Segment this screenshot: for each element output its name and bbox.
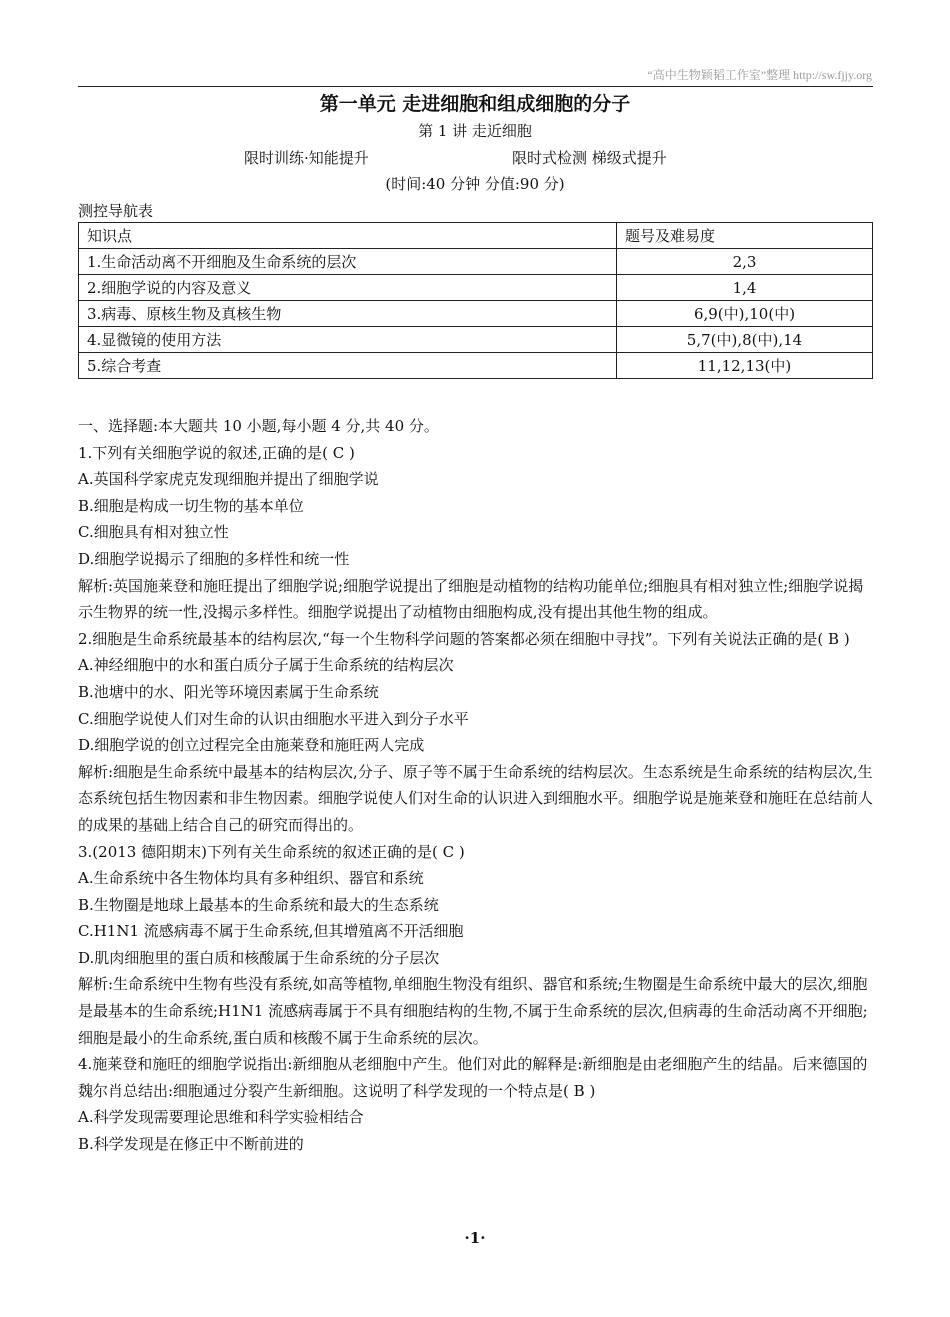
header-rule	[78, 86, 873, 87]
question-section	[78, 413, 878, 1158]
knowledge-point-cell: 2.细胞学说的内容及意义	[79, 275, 617, 301]
table-row	[79, 353, 873, 379]
header-question-difficulty: 题号及难易度	[617, 223, 873, 249]
question-numbers-cell: 6,9(中),10(中)	[617, 301, 873, 327]
assessment-label: 限时式检测 梯级式提升	[512, 149, 667, 167]
question-stem: 1.下列有关细胞学说的叙述,正确的是( C )	[78, 443, 355, 462]
lesson-subtitle: 第 1 讲 走近细胞	[418, 122, 532, 140]
table-row	[79, 327, 873, 353]
question-stem: 4.施莱登和施旺的细胞学说指出:新细胞从老细胞中产生。他们对此的解释是:新细胞是由老细胞产生的结晶。后来德国的魏尔肖总结出:细胞通过分裂产生新细胞。这说明了科学发现的一个特点是( B )	[78, 1055, 868, 1100]
knowledge-point-cell: 5.综合考查	[79, 353, 617, 379]
source-note: “高中生物颖韬工作室”整理 http://sw.fjjy.org	[647, 68, 872, 82]
option-c: C.H1N1 流感病毒不属于生命系统,但其增殖离不开活细胞	[78, 922, 464, 941]
analysis: 解析:英国施莱登和施旺提出了细胞学说;细胞学说提出了细胞是动植物的结构功能单位;细胞具有相对独立性;细胞学说揭示生物界的统一性,没揭示多样性。细胞学说提出了动植物由细胞构成,没有提出其他生物的组成。	[78, 576, 864, 622]
table-row	[79, 249, 873, 275]
page-number: ·1·	[464, 1229, 486, 1247]
knowledge-point-cell: 4.显微镜的使用方法	[79, 327, 617, 353]
analysis: 解析:生命系统中生物有些没有系统,如高等植物,单细胞生物没有组织、器官和系统;生物圈是生命系统中最大的层次,细胞是最基本的生命系统;H1N1 流感病毒属于不具有细胞结构的生物,不属于生命系统的层次,但病毒的生命活动离不开细胞;细胞是最小的生命系统,蛋白质和核酸不属于生命系统的层次。	[78, 975, 868, 1047]
section-heading: 一、选择题:本大题共 10 小题,每小题 4 分,共 40 分。	[78, 417, 439, 435]
option-d: D.肌肉细胞里的蛋白质和核酸属于生命系统的分子层次	[78, 948, 440, 967]
option-b: B.池塘中的水、阳光等环境因素属于生命系统	[78, 682, 379, 701]
option-a: A.英国科学家虎克发现细胞并提出了细胞学说	[78, 470, 379, 489]
question-numbers-cell: 11,12,13(中)	[617, 353, 873, 379]
table-row	[79, 301, 873, 327]
page-title: 第一单元 走进细胞和组成细胞的分子	[319, 93, 631, 115]
question-stem: 3.(2013 德阳期末)下列有关生命系统的叙述正确的是( C )	[78, 842, 465, 861]
option-b: B.细胞是构成一切生物的基本单位	[78, 496, 304, 515]
knowledge-point-cell: 3.病毒、原核生物及真核生物	[79, 301, 617, 327]
nav-table-caption: 测控导航表	[78, 202, 154, 220]
question-numbers-cell: 5,7(中),8(中),14	[617, 327, 873, 353]
question-numbers-cell: 2,3	[617, 249, 873, 275]
question-stem: 2.细胞是生命系统最基本的结构层次,“每一个生物科学问题的答案都必须在细胞中寻找”。下列有关说法正确的是( B )	[78, 629, 850, 648]
analysis: 解析:细胞是生命系统中最基本的结构层次,分子、原子等不属于生命系统的结构层次。生态系统是生命系统的结构层次,生态系统包括生物因素和非生物因素。细胞学说使人们对生命的认识进入到细胞水平。细胞学说是施莱登和施旺在总结前人的成果的基础上结合自己的研究而得出的。	[78, 762, 874, 834]
table-header-row	[79, 223, 873, 249]
option-c: C.细胞具有相对独立性	[78, 523, 229, 542]
option-d: D.细胞学说的创立过程完全由施莱登和施旺两人完成	[78, 736, 425, 755]
option-a: A.神经细胞中的水和蛋白质分子属于生命系统的结构层次	[78, 656, 454, 675]
question-numbers-cell: 1,4	[617, 275, 873, 301]
time-score-note: (时间:40 分钟 分值:90 分)	[385, 175, 565, 193]
option-a: A.科学发现需要理论思维和科学实验相结合	[78, 1108, 364, 1127]
header-knowledge-point: 知识点	[79, 223, 617, 249]
knowledge-point-cell: 1.生命活动离不开细胞及生命系统的层次	[79, 249, 617, 275]
table-row	[79, 275, 873, 301]
option-d: D.细胞学说揭示了细胞的多样性和统一性	[78, 549, 350, 568]
option-b: B.生物圈是地球上最基本的生命系统和最大的生态系统	[78, 895, 439, 914]
option-a: A.生命系统中各生物体均具有多种组织、器官和系统	[78, 869, 424, 888]
option-b: B.科学发现是在修正中不断前进的	[78, 1135, 304, 1154]
training-label: 限时训练·知能提升	[244, 149, 369, 167]
option-c: C.细胞学说使人们对生命的认识由细胞水平进入到分子水平	[78, 709, 469, 728]
nav-table	[78, 222, 873, 379]
